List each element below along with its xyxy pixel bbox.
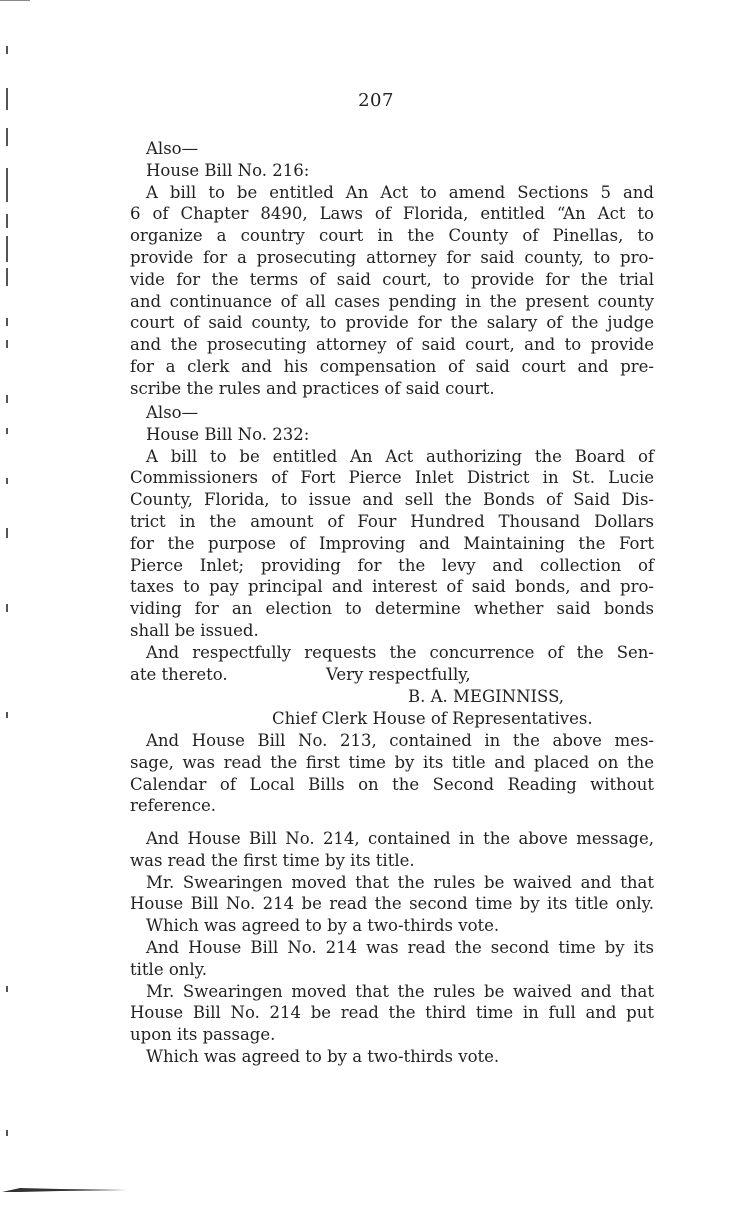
body-line: taxes to pay principal and interest of said bonds, and pro- (130, 577, 654, 597)
body-line: sage, was read the first time by its title and placed on the (130, 752, 654, 772)
body-line: court of said county, to provide for the salary of the judge (130, 313, 654, 333)
body-line: organize a country court in the County of Pinellas, to (130, 226, 654, 246)
edge-mark (6, 478, 8, 484)
edge-mark (6, 604, 8, 612)
body-line: And House Bill No. 214 was read the second time by its (146, 937, 654, 957)
also-heading: Also— (146, 403, 199, 422)
body-line: ate thereto. (130, 664, 228, 684)
signature-closing: Very respectfully, (326, 665, 471, 684)
signature-name: B. A. MEGINNISS, (408, 686, 565, 706)
bill-214-proceedings (130, 828, 654, 1068)
body-line: House Bill No. 214 be read the third time in full and put (130, 1003, 654, 1023)
body-line: Pierce Inlet; providing for the levy and collection of (130, 555, 654, 575)
signature-block (146, 664, 654, 729)
edge-mark (6, 712, 8, 718)
edge-mark (6, 1130, 8, 1136)
body-line: A bill to be entitled An Act authorizing the Board of (146, 446, 654, 466)
body-line: Mr. Swearingen moved that the rules be waived and that (146, 981, 654, 1001)
page-number: 207 (358, 90, 394, 111)
body-line: trict in the amount of Four Hundred Thousand Dollars (130, 511, 654, 531)
body-line: County, Florida, to issue and sell the Bonds of Said Dis- (130, 490, 654, 510)
bill-number-heading: House Bill No. 232: (146, 424, 310, 444)
bill-number-heading: House Bill No. 216: (146, 160, 310, 180)
edge-mark (6, 428, 8, 434)
edge-mark (6, 214, 8, 228)
body-line: and the prosecuting attorney of said court, and to provide (130, 335, 654, 355)
body-line: House Bill No. 214 be read the second time by its title only. (130, 894, 654, 914)
body-line: upon its passage. (130, 1025, 276, 1045)
body-line: scribe the rules and practices of said court. (130, 378, 495, 398)
edge-mark (6, 318, 8, 326)
top-edge-rule (0, 0, 30, 1)
body-line: Mr. Swearingen moved that the rules be waived and that (146, 872, 654, 892)
body-line: A bill to be entitled An Act to amend Sections 5 and (146, 182, 654, 202)
body-line: Calendar of Local Bills on the Second Reading without (130, 774, 654, 794)
bottom-edge-smudge (0, 1186, 130, 1194)
edge-mark (6, 128, 8, 146)
edge-mark (6, 395, 8, 403)
edge-mark (6, 528, 8, 538)
body-line: title only. (130, 959, 208, 979)
edge-mark (6, 986, 8, 992)
edge-mark (6, 46, 8, 54)
edge-mark (6, 340, 8, 348)
also-heading: Also— (146, 139, 199, 158)
body-line: for the purpose of Improving and Maintaining the Fort (130, 533, 654, 553)
bill-232-section (130, 402, 654, 685)
bill-216-section (130, 138, 654, 400)
body-line: Commissioners of Fort Pierce Inlet District in St. Lucie (130, 468, 654, 488)
body-line: And House Bill No. 213, contained in the above mes- (146, 731, 654, 750)
body-line: for a clerk and his compensation of said court and pre- (130, 356, 654, 376)
body-line: 6 of Chapter 8490, Laws of Florida, entitled “An Act to (130, 204, 654, 224)
body-line: vide for the terms of said court, to provide for the trial (130, 269, 654, 289)
body-line: And respectfully requests the concurrence of the Sen- (146, 642, 654, 662)
body-line: and continuance of all cases pending in the present county (130, 291, 654, 311)
body-line: Which was agreed to by a two-thirds vote. (146, 916, 500, 936)
body-line: provide for a prosecuting attorney for said county, to pro- (130, 247, 654, 267)
edge-mark (6, 168, 8, 202)
edge-mark (6, 268, 8, 286)
body-line: viding for an election to determine whether said bonds (130, 599, 654, 619)
body-line: And House Bill No. 214, contained in the above message, (146, 829, 654, 848)
binding-edge-marks (6, 0, 10, 1228)
signature-title: Chief Clerk House of Representatives. (272, 708, 593, 728)
edge-mark (6, 236, 8, 262)
body-line: Which was agreed to by a two-thirds vote. (146, 1046, 500, 1066)
body-line: shall be issued. (130, 620, 259, 640)
body-line: reference. (130, 796, 217, 816)
body-line: was read the first time by its title. (130, 850, 415, 870)
bill-213-proceedings (130, 730, 654, 817)
